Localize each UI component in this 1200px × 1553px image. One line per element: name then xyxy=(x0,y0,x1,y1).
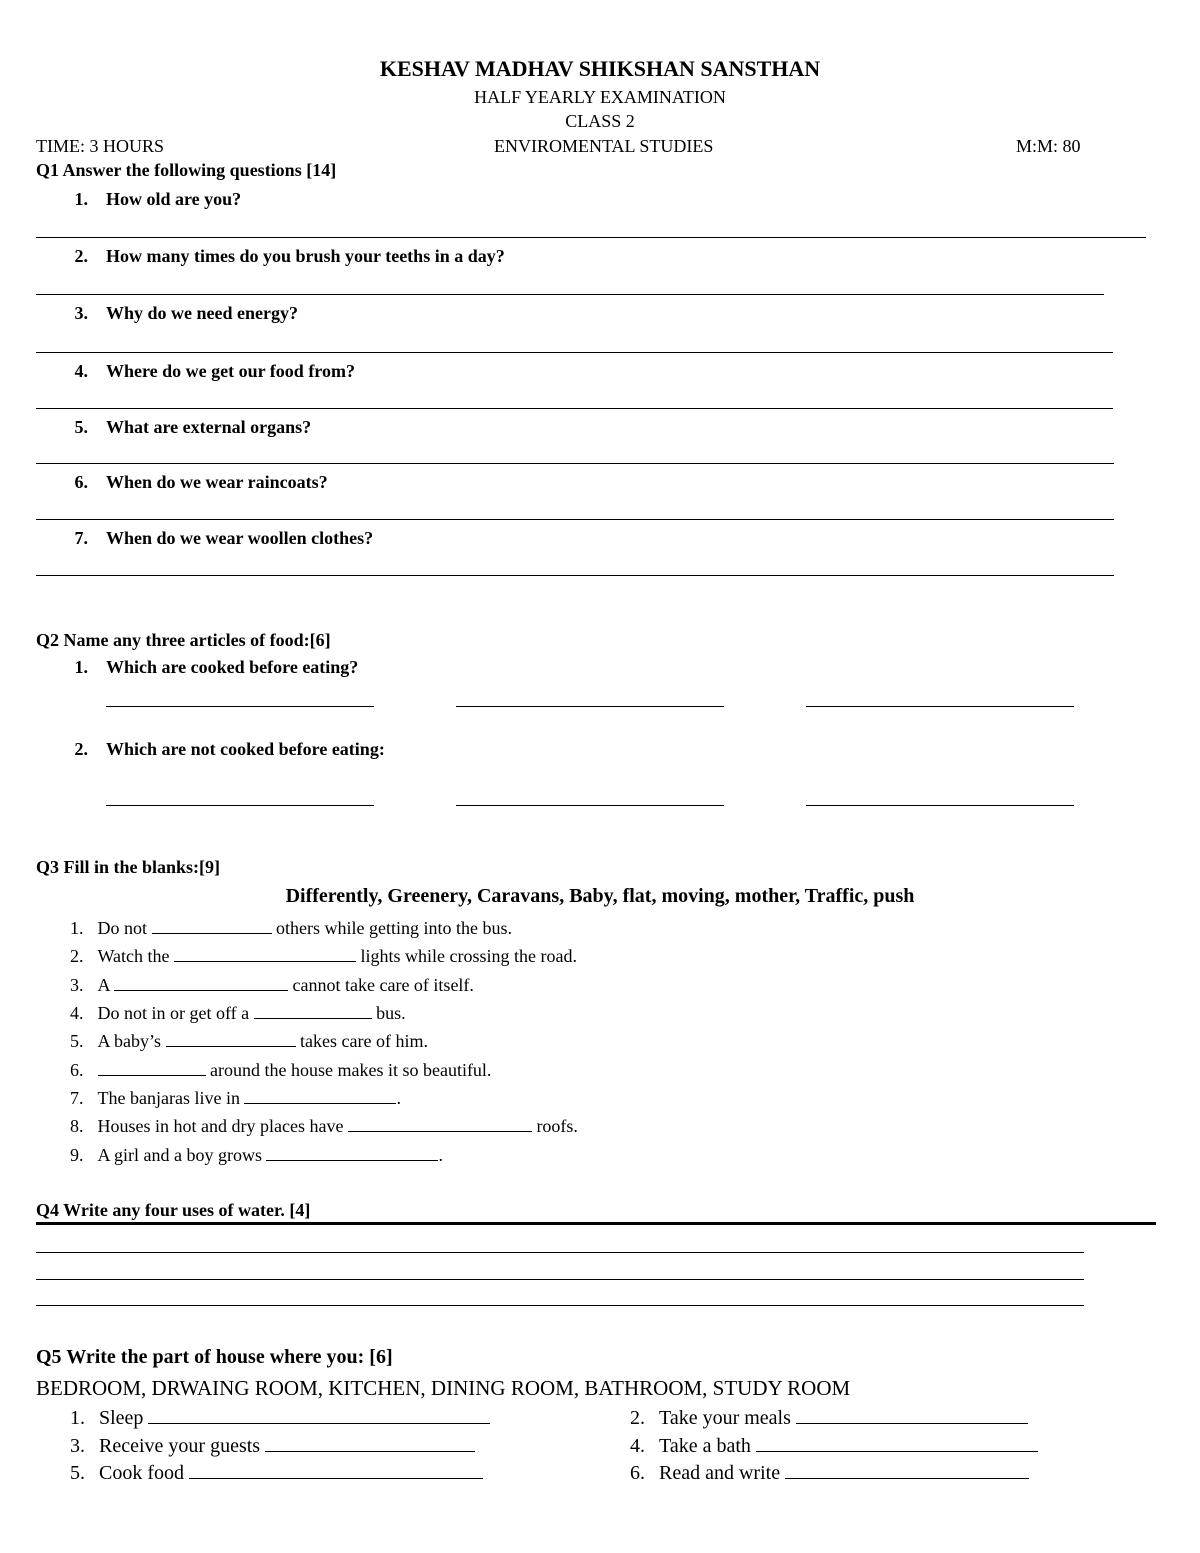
fill-blank-row xyxy=(70,916,512,939)
fill-blank-row xyxy=(70,1143,443,1166)
q5-item-text: Receive your guests xyxy=(99,1435,261,1457)
fill-blank-row xyxy=(70,1001,406,1024)
q1-item-question: How many times do you brush your teeths in a day? xyxy=(106,246,505,266)
q2-item-question: Which are cooked before eating? xyxy=(106,657,359,677)
q5-item-number: 5. xyxy=(70,1462,85,1484)
q1-item-question: When do we wear raincoats? xyxy=(106,472,328,492)
fill-blank-text-after: . xyxy=(438,1145,443,1165)
q1-item-number: 6. xyxy=(74,472,88,492)
fill-blank-text-before: A baby’s xyxy=(97,1031,166,1051)
section-rule xyxy=(36,1222,1156,1225)
answer-line[interactable] xyxy=(36,463,1114,464)
fill-blank-text-before: The banjaras live in xyxy=(97,1088,245,1108)
q2-item-question: Which are not cooked before eating: xyxy=(106,739,385,759)
q5-item-text: Take your meals xyxy=(659,1407,791,1429)
fill-blank-line[interactable] xyxy=(98,1058,206,1076)
answer-line[interactable] xyxy=(36,519,1114,520)
q1-item-number: 5. xyxy=(74,417,88,437)
q1-item-question: Why do we need energy? xyxy=(106,303,298,323)
answer-blank[interactable] xyxy=(189,1461,483,1479)
q5-item xyxy=(630,1406,1028,1430)
answer-line[interactable] xyxy=(36,1252,1084,1253)
fill-blank-text-before: Watch the xyxy=(97,946,175,966)
answer-blank[interactable] xyxy=(106,805,374,806)
answer-blank[interactable] xyxy=(785,1461,1029,1479)
answer-blank[interactable] xyxy=(106,706,374,707)
q1-item-question: When do we wear woollen clothes? xyxy=(106,528,374,548)
answer-blank[interactable] xyxy=(456,805,724,806)
answer-line[interactable] xyxy=(36,575,1114,576)
q1-item-question: Where do we get our food from? xyxy=(106,361,355,381)
answer-line[interactable] xyxy=(36,237,1146,238)
fill-blank-row xyxy=(70,973,474,996)
answer-line[interactable] xyxy=(36,1279,1084,1280)
answer-blank[interactable] xyxy=(456,706,724,707)
fill-blank-text-after: around the house makes it so beautiful. xyxy=(205,1060,492,1080)
q2-item-number: 1. xyxy=(74,657,88,677)
exam-title: HALF YEARLY EXAMINATION xyxy=(474,87,726,107)
answer-line[interactable] xyxy=(36,294,1104,295)
q1-item-question: What are external organs? xyxy=(106,417,312,437)
fill-blank-row xyxy=(70,1114,578,1137)
fill-blank-number: 3. xyxy=(70,975,84,995)
q5-item-number: 6. xyxy=(630,1462,645,1484)
fill-blank-text-after: roofs. xyxy=(531,1116,578,1136)
fill-blank-number: 7. xyxy=(70,1088,84,1108)
q5-title: Q5 Write the part of house where you: [6] xyxy=(36,1346,393,1368)
q2-item-number: 2. xyxy=(74,739,88,759)
q5-item xyxy=(70,1461,483,1485)
q5-item-text: Sleep xyxy=(99,1407,144,1429)
q5-item-number: 4. xyxy=(630,1435,645,1457)
answer-line[interactable] xyxy=(36,352,1113,353)
fill-blank-text-after: lights while crossing the road. xyxy=(356,946,577,966)
q5-item xyxy=(630,1461,1029,1485)
fill-blank-number: 5. xyxy=(70,1031,84,1051)
q5-item-number: 3. xyxy=(70,1435,85,1457)
q4-title: Q4 Write any four uses of water. [4] xyxy=(36,1200,311,1220)
q1-item-number: 4. xyxy=(74,361,88,381)
subject-label: ENVIROMENTAL STUDIES xyxy=(494,136,714,156)
class-label: CLASS 2 xyxy=(565,111,635,131)
fill-blank-number: 4. xyxy=(70,1003,84,1023)
q5-item-number: 2. xyxy=(630,1407,645,1429)
q3-title: Q3 Fill in the blanks:[9] xyxy=(36,857,221,877)
fill-blank-line[interactable] xyxy=(114,973,288,991)
fill-blank-line[interactable] xyxy=(254,1001,372,1019)
q5-word-bank: BEDROOM, DRWAING ROOM, KITCHEN, DINING ROOM, BATHROOM, STUDY ROOM xyxy=(36,1376,851,1400)
fill-blank-number: 1. xyxy=(70,918,84,938)
answer-blank[interactable] xyxy=(806,805,1074,806)
fill-blank-row xyxy=(70,1086,401,1109)
time-label: TIME: 3 HOURS xyxy=(36,136,165,156)
fill-blank-text-before: A xyxy=(97,975,115,995)
fill-blank-text-before: Do not in or get off a xyxy=(97,1003,254,1023)
fill-blank-line[interactable] xyxy=(244,1086,396,1104)
fill-blank-row xyxy=(70,944,577,967)
q1-item-number: 2. xyxy=(74,246,88,266)
fill-blank-line[interactable] xyxy=(174,944,356,962)
fill-blank-number: 8. xyxy=(70,1116,84,1136)
fill-blank-text-before: Houses in hot and dry places have xyxy=(97,1116,348,1136)
fill-blank-text-before: A girl and a boy grows xyxy=(97,1145,267,1165)
fill-blank-text-before: Do not xyxy=(97,918,152,938)
q5-item xyxy=(630,1434,1038,1458)
answer-line[interactable] xyxy=(36,1305,1084,1306)
answer-blank[interactable] xyxy=(148,1406,490,1424)
fill-blank-line[interactable] xyxy=(266,1143,438,1161)
fill-blank-row xyxy=(70,1029,428,1052)
q1-item-number: 3. xyxy=(74,303,88,323)
q5-item-text: Cook food xyxy=(99,1462,184,1484)
fill-blank-text-after: takes care of him. xyxy=(295,1031,428,1051)
fill-blank-text-after: cannot take care of itself. xyxy=(288,975,474,995)
fill-blank-text-after: . xyxy=(396,1088,401,1108)
q5-item-number: 1. xyxy=(70,1407,85,1429)
q1-title: Q1 Answer the following questions [14] xyxy=(36,160,337,180)
q3-word-bank: Differently, Greenery, Caravans, Baby, flat, moving, mother, Traffic, push xyxy=(285,885,915,907)
q1-item-question: How old are you? xyxy=(106,189,242,209)
fill-blank-text-after: bus. xyxy=(371,1003,406,1023)
q5-item-text: Take a bath xyxy=(659,1435,751,1457)
q1-item-number: 7. xyxy=(74,528,88,548)
q5-item-text: Read and write xyxy=(659,1462,781,1484)
school-name: KESHAV MADHAV SHIKSHAN SANSTHAN xyxy=(379,56,821,81)
max-marks-label: M:M: 80 xyxy=(1016,136,1081,156)
fill-blank-row xyxy=(70,1058,491,1081)
answer-blank[interactable] xyxy=(796,1406,1028,1424)
q2-title: Q2 Name any three articles of food:[6] xyxy=(36,630,331,650)
fill-blank-number: 6. xyxy=(70,1060,84,1080)
fill-blank-line[interactable] xyxy=(348,1114,532,1132)
answer-line[interactable] xyxy=(36,408,1113,409)
answer-blank[interactable] xyxy=(806,706,1074,707)
fill-blank-number: 2. xyxy=(70,946,84,966)
q5-item xyxy=(70,1406,490,1430)
fill-blank-number: 9. xyxy=(70,1145,84,1165)
fill-blank-line[interactable] xyxy=(152,916,272,934)
q5-item xyxy=(70,1434,475,1458)
answer-blank[interactable] xyxy=(756,1434,1038,1452)
fill-blank-text-after: others while getting into the bus. xyxy=(271,918,512,938)
q1-item-number: 1. xyxy=(74,189,88,209)
answer-blank[interactable] xyxy=(265,1434,475,1452)
fill-blank-line[interactable] xyxy=(166,1029,296,1047)
